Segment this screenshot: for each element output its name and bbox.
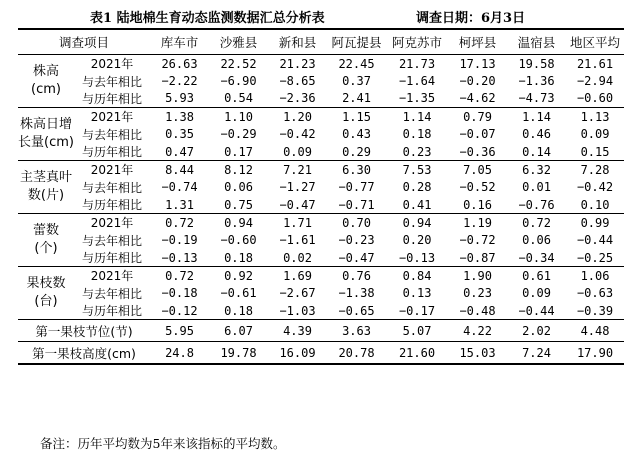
value-cell: −0.65 bbox=[327, 302, 386, 320]
value-cell: 0.99 bbox=[580, 215, 610, 230]
value-cell: 0.18 bbox=[209, 302, 268, 320]
value-cell: 7.24 bbox=[507, 342, 566, 364]
value-cell: 4.22 bbox=[448, 320, 507, 342]
value-cell: 5.95 bbox=[150, 320, 209, 342]
value-cell: −1.03 bbox=[268, 302, 327, 320]
value-cell: −0.76 bbox=[507, 196, 566, 214]
value-cell: 1.31 bbox=[150, 196, 209, 214]
row-sublabel: 与历年相比 bbox=[74, 249, 150, 267]
value-cell: 1.14 bbox=[522, 109, 551, 124]
table-row bbox=[18, 284, 624, 302]
value-cell: 7.28 bbox=[580, 162, 610, 177]
value-cell: −1.35 bbox=[386, 90, 448, 108]
row-sublabel: 2021年 bbox=[90, 110, 134, 125]
value-cell: 2.41 bbox=[327, 90, 386, 108]
value-cell: 22.52 bbox=[220, 56, 257, 71]
value-cell: 0.10 bbox=[566, 196, 624, 214]
value-cell: 19.58 bbox=[518, 56, 555, 71]
value-cell: 0.35 bbox=[165, 127, 194, 142]
value-cell: −1.61 bbox=[279, 233, 316, 248]
value-cell: 1.71 bbox=[283, 215, 312, 230]
table-row bbox=[18, 231, 624, 249]
value-cell: 0.18 bbox=[402, 127, 432, 142]
value-cell: 1.69 bbox=[283, 268, 312, 283]
row-sublabel: 与历年相比 bbox=[74, 90, 150, 108]
value-cell: −1.27 bbox=[279, 180, 316, 195]
value-cell: 0.72 bbox=[522, 215, 551, 230]
value-cell: 0.46 bbox=[522, 127, 551, 142]
value-cell: −0.44 bbox=[576, 233, 614, 248]
value-cell: −0.23 bbox=[338, 233, 375, 248]
value-cell: −4.73 bbox=[507, 90, 566, 108]
row-sublabel: 与去年相比 bbox=[82, 127, 143, 142]
value-cell: 0.47 bbox=[150, 143, 209, 161]
header-col: 沙雅县 bbox=[209, 29, 268, 55]
value-cell: −0.87 bbox=[448, 249, 507, 267]
value-cell: 0.43 bbox=[342, 127, 371, 142]
value-cell: −1.38 bbox=[338, 286, 375, 301]
value-cell: 7.53 bbox=[402, 162, 432, 177]
table-row bbox=[18, 196, 624, 214]
value-cell: 0.61 bbox=[522, 268, 551, 283]
table-row bbox=[18, 178, 624, 196]
table-row bbox=[18, 342, 624, 364]
value-cell: 0.79 bbox=[463, 109, 492, 124]
table-row bbox=[18, 90, 624, 108]
value-cell: 0.37 bbox=[342, 74, 371, 89]
footnote: 备注：历年平均数为5年来该指标的平均数。 bbox=[40, 436, 286, 451]
row-sublabel: 2021年 bbox=[90, 163, 134, 178]
table-row bbox=[18, 108, 624, 126]
value-cell: −0.42 bbox=[279, 127, 316, 142]
header-col: 库车市 bbox=[150, 29, 209, 55]
table-title: 表1 陆地棉生育动态监测数据汇总分析表 bbox=[90, 11, 325, 26]
value-cell: 1.20 bbox=[283, 109, 312, 124]
value-cell: 0.06 bbox=[522, 233, 551, 248]
value-cell: 8.44 bbox=[165, 162, 194, 177]
value-cell: 4.48 bbox=[566, 320, 624, 342]
value-cell: 0.20 bbox=[402, 233, 432, 248]
value-cell: 21.60 bbox=[386, 342, 448, 364]
value-cell: 16.09 bbox=[268, 342, 327, 364]
table-row bbox=[18, 125, 624, 143]
row-label: 第一果枝节位(节) bbox=[18, 320, 150, 342]
value-cell: 0.16 bbox=[448, 196, 507, 214]
title-bar bbox=[0, 0, 644, 28]
value-cell: −0.36 bbox=[448, 143, 507, 161]
value-cell: 0.23 bbox=[386, 143, 448, 161]
row-sublabel: 2021年 bbox=[90, 216, 134, 231]
group-label bbox=[18, 214, 74, 267]
value-cell: −0.60 bbox=[220, 233, 257, 248]
group-label bbox=[18, 55, 74, 108]
value-cell: 7.05 bbox=[463, 162, 492, 177]
value-cell: −0.77 bbox=[338, 180, 375, 195]
group-label bbox=[18, 267, 74, 320]
value-cell: 22.45 bbox=[338, 56, 375, 71]
value-cell: 1.19 bbox=[463, 215, 492, 230]
group-label-line: 主茎真叶 bbox=[19, 170, 72, 186]
value-cell: 0.01 bbox=[522, 180, 551, 195]
value-cell: 0.84 bbox=[402, 268, 432, 283]
header-col: 温宿县 bbox=[507, 29, 566, 55]
value-cell: 0.70 bbox=[342, 215, 371, 230]
value-cell: −0.61 bbox=[220, 286, 257, 301]
value-cell: 6.32 bbox=[522, 162, 551, 177]
table-row bbox=[18, 320, 624, 342]
value-cell: 0.94 bbox=[224, 215, 253, 230]
survey-date: 调查日期：6月3日 bbox=[416, 11, 526, 26]
row-sublabel: 与去年相比 bbox=[82, 286, 143, 301]
value-cell: −0.25 bbox=[566, 249, 624, 267]
group-label-line: 数(片) bbox=[27, 188, 65, 204]
value-cell: 0.76 bbox=[342, 268, 371, 283]
value-cell: 0.94 bbox=[402, 215, 432, 230]
value-cell: 1.14 bbox=[402, 109, 432, 124]
value-cell: −6.90 bbox=[220, 74, 257, 89]
monitoring-table bbox=[18, 28, 624, 365]
row-sublabel: 与去年相比 bbox=[82, 233, 143, 248]
value-cell: −2.36 bbox=[268, 90, 327, 108]
value-cell: −1.64 bbox=[398, 74, 436, 89]
value-cell: 1.15 bbox=[342, 109, 371, 124]
table-row bbox=[18, 249, 624, 267]
value-cell: 0.15 bbox=[566, 143, 624, 161]
header-col: 阿瓦提县 bbox=[327, 29, 386, 55]
group-label bbox=[18, 161, 74, 214]
value-cell: 0.72 bbox=[165, 215, 194, 230]
value-cell: 15.03 bbox=[448, 342, 507, 364]
table-row bbox=[18, 267, 624, 285]
value-cell: 0.13 bbox=[402, 286, 432, 301]
value-cell: −0.07 bbox=[459, 127, 496, 142]
row-sublabel: 2021年 bbox=[90, 57, 134, 72]
value-cell: 0.06 bbox=[224, 180, 253, 195]
value-cell: 26.63 bbox=[161, 56, 198, 71]
value-cell: −0.13 bbox=[386, 249, 448, 267]
value-cell: 0.14 bbox=[507, 143, 566, 161]
value-cell: 0.29 bbox=[327, 143, 386, 161]
row-sublabel: 与去年相比 bbox=[82, 74, 143, 89]
value-cell: 1.10 bbox=[224, 109, 253, 124]
value-cell: −0.17 bbox=[386, 302, 448, 320]
value-cell: −0.29 bbox=[220, 127, 257, 142]
row-sublabel: 与去年相比 bbox=[82, 180, 143, 195]
group-label bbox=[18, 108, 74, 161]
value-cell: −0.60 bbox=[566, 90, 624, 108]
value-cell: −0.47 bbox=[268, 196, 327, 214]
value-cell: −8.65 bbox=[279, 74, 316, 89]
header-col: 柯坪县 bbox=[448, 29, 507, 55]
row-label: 第一果枝高度(cm) bbox=[18, 342, 150, 364]
value-cell: −2.94 bbox=[576, 74, 614, 89]
value-cell: 0.18 bbox=[209, 249, 268, 267]
value-cell: 0.41 bbox=[386, 196, 448, 214]
group-label-line: 长量(cm) bbox=[18, 135, 74, 151]
value-cell: 1.13 bbox=[580, 109, 610, 124]
table-row bbox=[18, 161, 624, 179]
table-row bbox=[18, 55, 624, 73]
value-cell: 0.28 bbox=[402, 180, 432, 195]
value-cell: −0.39 bbox=[566, 302, 624, 320]
group-label-line: (cm) bbox=[31, 82, 61, 98]
value-cell: 0.23 bbox=[463, 286, 492, 301]
group-label-line: 株高 bbox=[32, 64, 59, 80]
header-col: 阿克苏市 bbox=[386, 29, 448, 55]
value-cell: −0.48 bbox=[448, 302, 507, 320]
value-cell: 0.09 bbox=[580, 127, 610, 142]
header-item: 调查项目 bbox=[18, 29, 150, 55]
value-cell: 0.02 bbox=[268, 249, 327, 267]
value-cell: −0.18 bbox=[161, 286, 198, 301]
value-cell: −0.71 bbox=[327, 196, 386, 214]
row-sublabel: 与历年相比 bbox=[74, 143, 150, 161]
value-cell: 1.06 bbox=[580, 268, 610, 283]
value-cell: 4.39 bbox=[268, 320, 327, 342]
value-cell: −0.19 bbox=[161, 233, 198, 248]
value-cell: 5.93 bbox=[150, 90, 209, 108]
row-sublabel: 与历年相比 bbox=[74, 302, 150, 320]
value-cell: 0.09 bbox=[268, 143, 327, 161]
value-cell: −0.63 bbox=[576, 286, 614, 301]
value-cell: 7.21 bbox=[283, 162, 312, 177]
group-label-line: 果枝数 bbox=[26, 276, 66, 292]
value-cell: 6.07 bbox=[209, 320, 268, 342]
value-cell: 8.12 bbox=[224, 162, 253, 177]
value-cell: 0.09 bbox=[522, 286, 551, 301]
table-row bbox=[18, 302, 624, 320]
table-row bbox=[18, 72, 624, 90]
value-cell: 21.61 bbox=[576, 56, 614, 71]
value-cell: −1.36 bbox=[518, 74, 555, 89]
header-col: 新和县 bbox=[268, 29, 327, 55]
value-cell: −0.34 bbox=[507, 249, 566, 267]
table-row bbox=[18, 143, 624, 161]
value-cell: −0.52 bbox=[459, 180, 496, 195]
group-label-line: 株高日增 bbox=[19, 117, 72, 133]
value-cell: 24.8 bbox=[150, 342, 209, 364]
value-cell: 0.75 bbox=[209, 196, 268, 214]
value-cell: 1.38 bbox=[165, 109, 194, 124]
value-cell: 5.07 bbox=[386, 320, 448, 342]
value-cell: −0.47 bbox=[327, 249, 386, 267]
value-cell: 17.90 bbox=[566, 342, 624, 364]
row-sublabel: 2021年 bbox=[90, 269, 134, 284]
value-cell: 21.23 bbox=[279, 56, 316, 71]
value-cell: −0.12 bbox=[150, 302, 209, 320]
value-cell: −2.67 bbox=[279, 286, 316, 301]
value-cell: −0.72 bbox=[459, 233, 496, 248]
group-label-line: (台) bbox=[34, 294, 58, 310]
value-cell: 21.73 bbox=[398, 56, 436, 71]
value-cell: −0.20 bbox=[459, 74, 496, 89]
value-cell: 0.17 bbox=[209, 143, 268, 161]
value-cell: 0.72 bbox=[165, 268, 194, 283]
value-cell: −0.42 bbox=[576, 180, 614, 195]
value-cell: 3.63 bbox=[327, 320, 386, 342]
value-cell: 1.90 bbox=[463, 268, 492, 283]
value-cell: 0.92 bbox=[224, 268, 253, 283]
row-sublabel: 与历年相比 bbox=[74, 196, 150, 214]
value-cell: −0.44 bbox=[507, 302, 566, 320]
value-cell: 17.13 bbox=[459, 56, 496, 71]
group-label-line: (个) bbox=[34, 241, 58, 257]
header-row bbox=[18, 29, 624, 55]
value-cell: −0.74 bbox=[161, 180, 198, 195]
value-cell: −2.22 bbox=[161, 74, 198, 89]
value-cell: 6.30 bbox=[342, 162, 371, 177]
table-body bbox=[18, 55, 624, 364]
value-cell: 20.78 bbox=[327, 342, 386, 364]
value-cell: 19.78 bbox=[209, 342, 268, 364]
value-cell: 2.02 bbox=[507, 320, 566, 342]
group-label-line: 蕾数 bbox=[32, 223, 59, 239]
table-row bbox=[18, 214, 624, 232]
value-cell: −4.62 bbox=[448, 90, 507, 108]
header-col: 地区平均 bbox=[566, 29, 624, 55]
value-cell: −0.13 bbox=[150, 249, 209, 267]
value-cell: 0.54 bbox=[209, 90, 268, 108]
